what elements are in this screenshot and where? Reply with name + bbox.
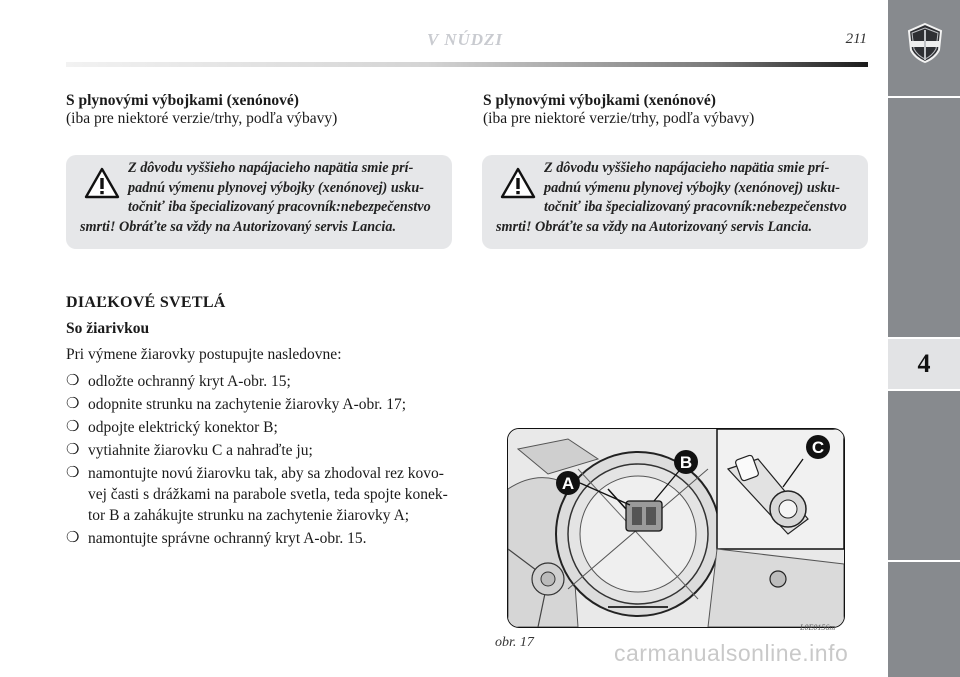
callout-label-a: A	[561, 474, 575, 493]
running-header-title: V NÚDZI	[426, 30, 504, 49]
step-text: namontujte správne ochranný kryt A-obr. 15.	[88, 530, 367, 547]
figure-code: L0E0156m	[800, 623, 836, 632]
bullet-icon: ❍	[66, 396, 80, 412]
list-item	[66, 463, 458, 526]
section-subtitle: So žiarivkou	[66, 320, 150, 337]
bullet-icon: ❍	[66, 465, 80, 481]
warning-line: Z dôvodu vyššieho napájacieho napätia smie prí-	[544, 160, 830, 176]
step-text: tor B a zahákujte strunku na zachytenie žiarovky A;	[88, 507, 410, 524]
step-text: odopnite strunku na zachytenie žiarovky A-obr. 17;	[88, 396, 407, 413]
list-item	[66, 440, 458, 461]
right-warning-text	[482, 159, 860, 237]
watermark: carmanualsonline.info	[614, 640, 849, 666]
warning-line: točniť iba špecializovaný pracovník:nebezpečenstvo	[544, 199, 847, 215]
callout-label-b: B	[679, 453, 693, 472]
bullet-icon: ❍	[66, 373, 80, 389]
bullet-icon: ❍	[66, 419, 80, 435]
sidebar-divider	[888, 96, 960, 98]
callout-label-c: C	[811, 438, 825, 457]
left-heading-subtitle: (iba pre niektoré verzie/trhy, podľa výbavy)	[66, 110, 338, 127]
header-rule	[66, 62, 868, 67]
step-text: odpojte elektrický konektor B;	[88, 419, 278, 436]
left-warning-text	[66, 159, 444, 237]
headlight-illustration	[508, 429, 844, 627]
bullet-icon: ❍	[66, 442, 80, 458]
step-text: vytiahnite žiarovku C a nahraďte ju;	[88, 442, 313, 459]
warning-line: padnú výmenu plynovej výbojky (xenónovej) usku-	[544, 179, 840, 196]
warning-line: Z dôvodu vyššieho napájacieho napätia smie prí-	[128, 160, 414, 176]
warning-line: točniť iba špecializovaný pracovník:nebezpečenstvo	[128, 199, 431, 215]
procedure-steps	[66, 371, 458, 551]
sidebar-divider	[888, 560, 960, 562]
list-item	[66, 417, 458, 438]
chapter-tab[interactable]: 4	[888, 337, 960, 391]
figure-caption: obr. 17	[495, 635, 534, 650]
list-item	[66, 528, 458, 549]
page-number: 211	[845, 31, 867, 47]
warning-line: padnú výmenu plynovej výbojky (xenónovej) usku-	[128, 179, 424, 196]
warning-line: smrti! Obráťte sa vždy na Autorizovaný servis Lancia.	[496, 218, 812, 235]
section-title: DIAĽKOVÉ SVETLÁ	[66, 294, 226, 311]
list-item	[66, 371, 458, 392]
left-heading-title: S plynovými výbojkami (xenónové)	[66, 92, 299, 109]
right-heading-title: S plynovými výbojkami (xenónové)	[483, 92, 716, 109]
lancia-logo-icon	[904, 22, 946, 64]
right-heading-subtitle: (iba pre niektoré verzie/trhy, podľa výbavy)	[483, 110, 755, 127]
procedure-intro: Pri výmene žiarovky postupujte nasledovne:	[66, 346, 342, 363]
right-section-heading	[483, 92, 754, 128]
bullet-icon: ❍	[66, 530, 80, 546]
figure-headlight-bulb	[507, 428, 845, 628]
step-text: namontujte novú žiarovku tak, aby sa zhodoval rez kovo-	[88, 465, 444, 482]
list-item	[66, 394, 458, 415]
right-warning-box	[482, 155, 868, 249]
step-text: vej časti s drážkami na parabole svetla, teda spojte konek-	[88, 486, 448, 503]
warning-line: smrti! Obráťte sa vždy na Autorizovaný servis Lancia.	[80, 218, 396, 235]
left-warning-box	[66, 155, 452, 249]
left-section-heading	[66, 92, 337, 128]
step-text: odložte ochranný kryt A-obr. 15;	[88, 373, 291, 390]
